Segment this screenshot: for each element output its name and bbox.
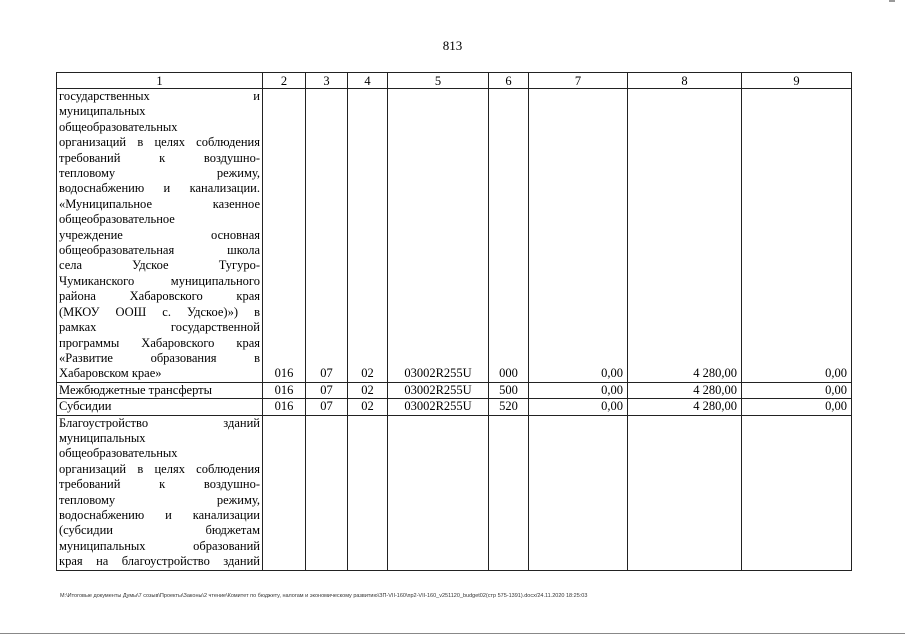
empty-cell — [628, 415, 742, 570]
cell-amount-col7: 0,00 — [529, 399, 628, 415]
budget-table — [56, 72, 852, 571]
description-line: организаций в целях соблюдения — [59, 461, 260, 476]
page-bottom-rule — [0, 633, 905, 634]
description-line: (субсидии бюджетам — [59, 523, 260, 538]
cell-expense-type: 000 — [489, 89, 529, 383]
cell-target-article: 03002R255U — [388, 399, 489, 415]
table-header-row — [57, 73, 852, 89]
description-line: требований к воздушно- — [59, 477, 260, 492]
description-line: требований к воздушно- — [59, 150, 260, 165]
row-description — [57, 415, 263, 570]
description-line: «Муниципальное казенное — [59, 196, 260, 211]
row-description: Межбюджетные трансферты — [57, 382, 263, 398]
column-header: 6 — [489, 73, 529, 89]
cell-amount-col7: 0,00 — [529, 382, 628, 398]
cell-expense-type: 500 — [489, 382, 529, 398]
description-line: Благоустройство зданий — [59, 415, 260, 430]
description-line: «Развитие образования в — [59, 350, 260, 365]
description-line: программы Хабаровского края — [59, 335, 260, 350]
cell-expense-type: 520 — [489, 399, 529, 415]
description-line: Чумиканского муниципального — [59, 273, 260, 288]
cell-amount-col9: 0,00 — [742, 382, 852, 398]
row-description — [57, 89, 263, 383]
column-header: 1 — [57, 73, 263, 89]
description-line: общеобразовательная школа — [59, 243, 260, 258]
description-line: рамках государственной — [59, 320, 260, 335]
description-line: общеобразовательных — [59, 119, 178, 134]
description-line: водоснабжению и канализации — [59, 507, 260, 522]
description-line: края на благоустройство зданий — [59, 554, 260, 569]
empty-cell — [348, 415, 388, 570]
table-row — [57, 89, 852, 383]
column-header: 9 — [742, 73, 852, 89]
description-line: тепловому режиму, — [59, 492, 260, 507]
description-line: Хабаровском крае» — [59, 366, 162, 381]
cell-amount-col8: 4 280,00 — [628, 89, 742, 383]
table-row — [57, 415, 852, 570]
cell-amount-col7: 0,00 — [529, 89, 628, 383]
empty-cell — [306, 415, 348, 570]
description-line: общеобразовательное — [59, 212, 175, 227]
description-line: общеобразовательных — [59, 446, 178, 461]
cell-section-code: 07 — [306, 89, 348, 383]
cell-target-article: 03002R255U — [388, 382, 489, 398]
document-file-path: M:\Итоговые документы Думы\7 созыв\Проекты\Законы\2 чтение\Комитет по бюджету, налогам и экономическому развитию\ЗП-VII-160\пр2-VII-160_v251120_budget02(стр 575-1391).docx/24.11.2020 18:25:03 — [60, 593, 588, 599]
cell-subsection-code: 02 — [348, 399, 388, 415]
empty-cell — [529, 415, 628, 570]
description-line: водоснабжению и канализации. — [59, 181, 260, 196]
cell-ministry-code: 016 — [263, 89, 306, 383]
empty-cell — [263, 415, 306, 570]
cell-amount-col8: 4 280,00 — [628, 399, 742, 415]
cell-amount-col9: 0,00 — [742, 399, 852, 415]
empty-cell — [742, 415, 852, 570]
page-number: 813 — [442, 38, 463, 53]
column-header: 8 — [628, 73, 742, 89]
column-header: 7 — [529, 73, 628, 89]
cell-section-code: 07 — [306, 382, 348, 398]
cell-amount-col9: 0,00 — [742, 89, 852, 383]
empty-cell — [388, 415, 489, 570]
cell-ministry-code: 016 — [263, 382, 306, 398]
scan-corner-mark — [889, 0, 895, 2]
cell-subsection-code: 02 — [348, 382, 388, 398]
column-header: 2 — [263, 73, 306, 89]
description-line: тепловому режиму, — [59, 166, 260, 181]
description-line: муниципальных — [59, 430, 146, 445]
cell-amount-col8: 4 280,00 — [628, 382, 742, 398]
description-line: села Удское Тугуро- — [59, 258, 260, 273]
description-line: государственных и — [59, 89, 260, 103]
empty-cell — [489, 415, 529, 570]
description-line: муниципальных образований — [59, 538, 260, 553]
table-row — [57, 382, 852, 398]
column-header: 5 — [388, 73, 489, 89]
cell-section-code: 07 — [306, 399, 348, 415]
cell-ministry-code: 016 — [263, 399, 306, 415]
table-row — [57, 399, 852, 415]
row-description: Субсидии — [57, 399, 263, 415]
description-line: (МКОУ ООШ с. Удское)») в — [59, 304, 260, 319]
column-header: 4 — [348, 73, 388, 89]
description-line: учреждение основная — [59, 227, 260, 242]
description-line: района Хабаровского края — [59, 289, 260, 304]
column-header: 3 — [306, 73, 348, 89]
cell-target-article: 03002R255U — [388, 89, 489, 383]
description-line: организаций в целях соблюдения — [59, 135, 260, 150]
description-line: муниципальных — [59, 104, 146, 119]
cell-subsection-code: 02 — [348, 89, 388, 383]
